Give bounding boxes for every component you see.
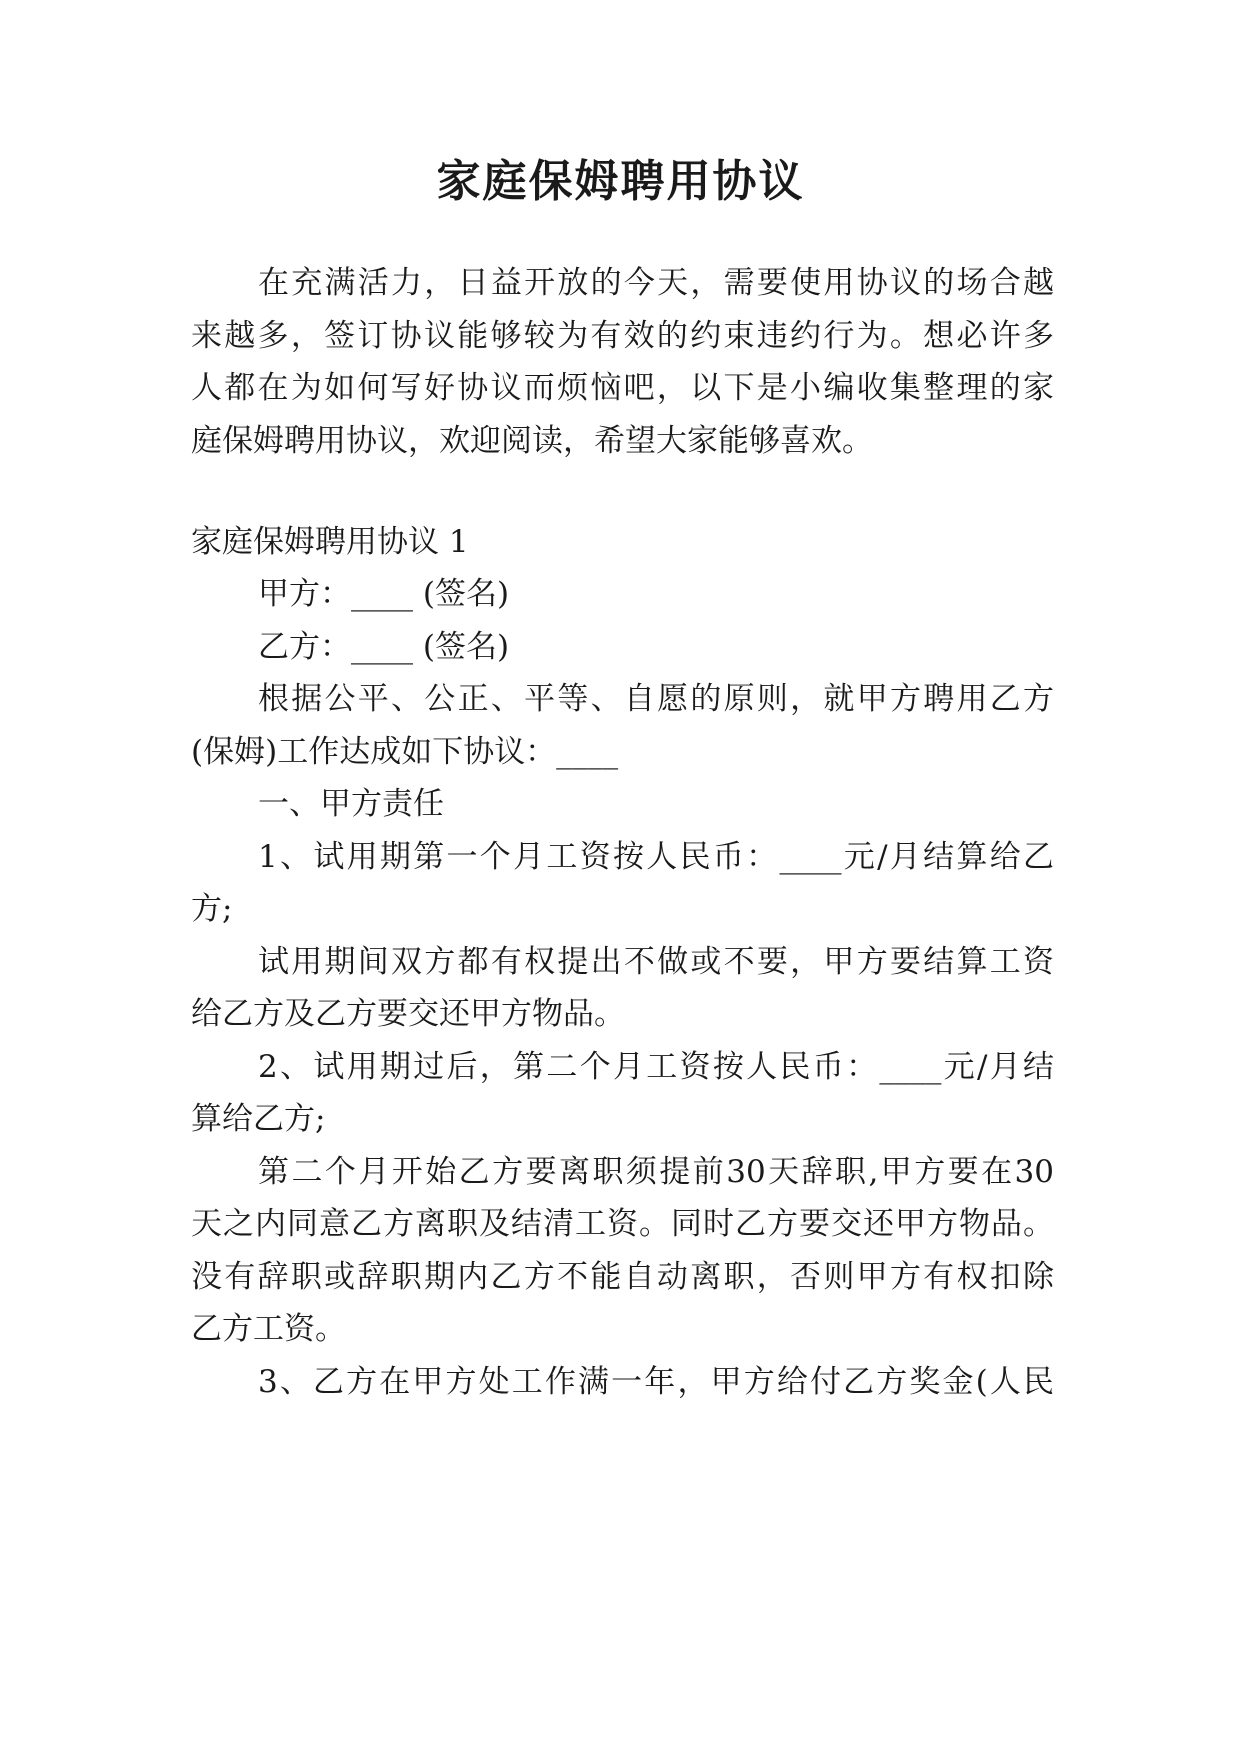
party-a-line: 甲方：____ (签名) [258, 576, 510, 612]
resign-line: 乙方工资。 [191, 1311, 346, 1347]
item-2-line: 2、试用期过后，第二个月工资按人民币：____元/月结 [258, 1049, 1054, 1085]
intro-line: 来越多，签订协议能够较为有效的约束违约行为。想必许多 [191, 318, 1054, 354]
resign-line: 没有辞职或辞职期内乙方不能自动离职，否则甲方有权扣除 [191, 1259, 1054, 1295]
section-heading: 家庭保姆聘用协议 1 [191, 524, 469, 560]
item-3-line: 3、乙方在甲方处工作满一年，甲方给付乙方奖金(人民 [258, 1364, 1054, 1400]
intro-line: 在充满活力，日益开放的今天，需要使用协议的场合越 [258, 265, 1054, 301]
basis-line: (保姆)工作达成如下协议：____ [191, 734, 619, 770]
basis-line: 根据公平、公正、平等、自愿的原则，就甲方聘用乙方 [258, 681, 1054, 717]
item-2-line: 算给乙方; [191, 1101, 326, 1137]
intro-line: 人都在为如何写好协议而烦恼吧，以下是小编收集整理的家 [191, 370, 1054, 406]
trial-line: 给乙方及乙方要交还甲方物品。 [191, 996, 625, 1032]
resign-line: 第二个月开始乙方要离职须提前30天辞职,甲方要在30 [258, 1154, 1054, 1190]
item-1-line: 方; [191, 891, 233, 927]
clause-heading: 一、甲方责任 [258, 786, 444, 822]
intro-line: 庭保姆聘用协议，欢迎阅读，希望大家能够喜欢。 [191, 423, 873, 459]
document-title: 家庭保姆聘用协议 [436, 156, 805, 207]
resign-line: 天之内同意乙方离职及结清工资。同时乙方要交还甲方物品。 [191, 1206, 1054, 1242]
item-1-line: 1、试用期第一个月工资按人民币：____元/月结算给乙 [258, 839, 1054, 875]
trial-line: 试用期间双方都有权提出不做或不要，甲方要结算工资 [258, 944, 1054, 980]
party-b-line: 乙方：____ (签名) [258, 629, 510, 665]
